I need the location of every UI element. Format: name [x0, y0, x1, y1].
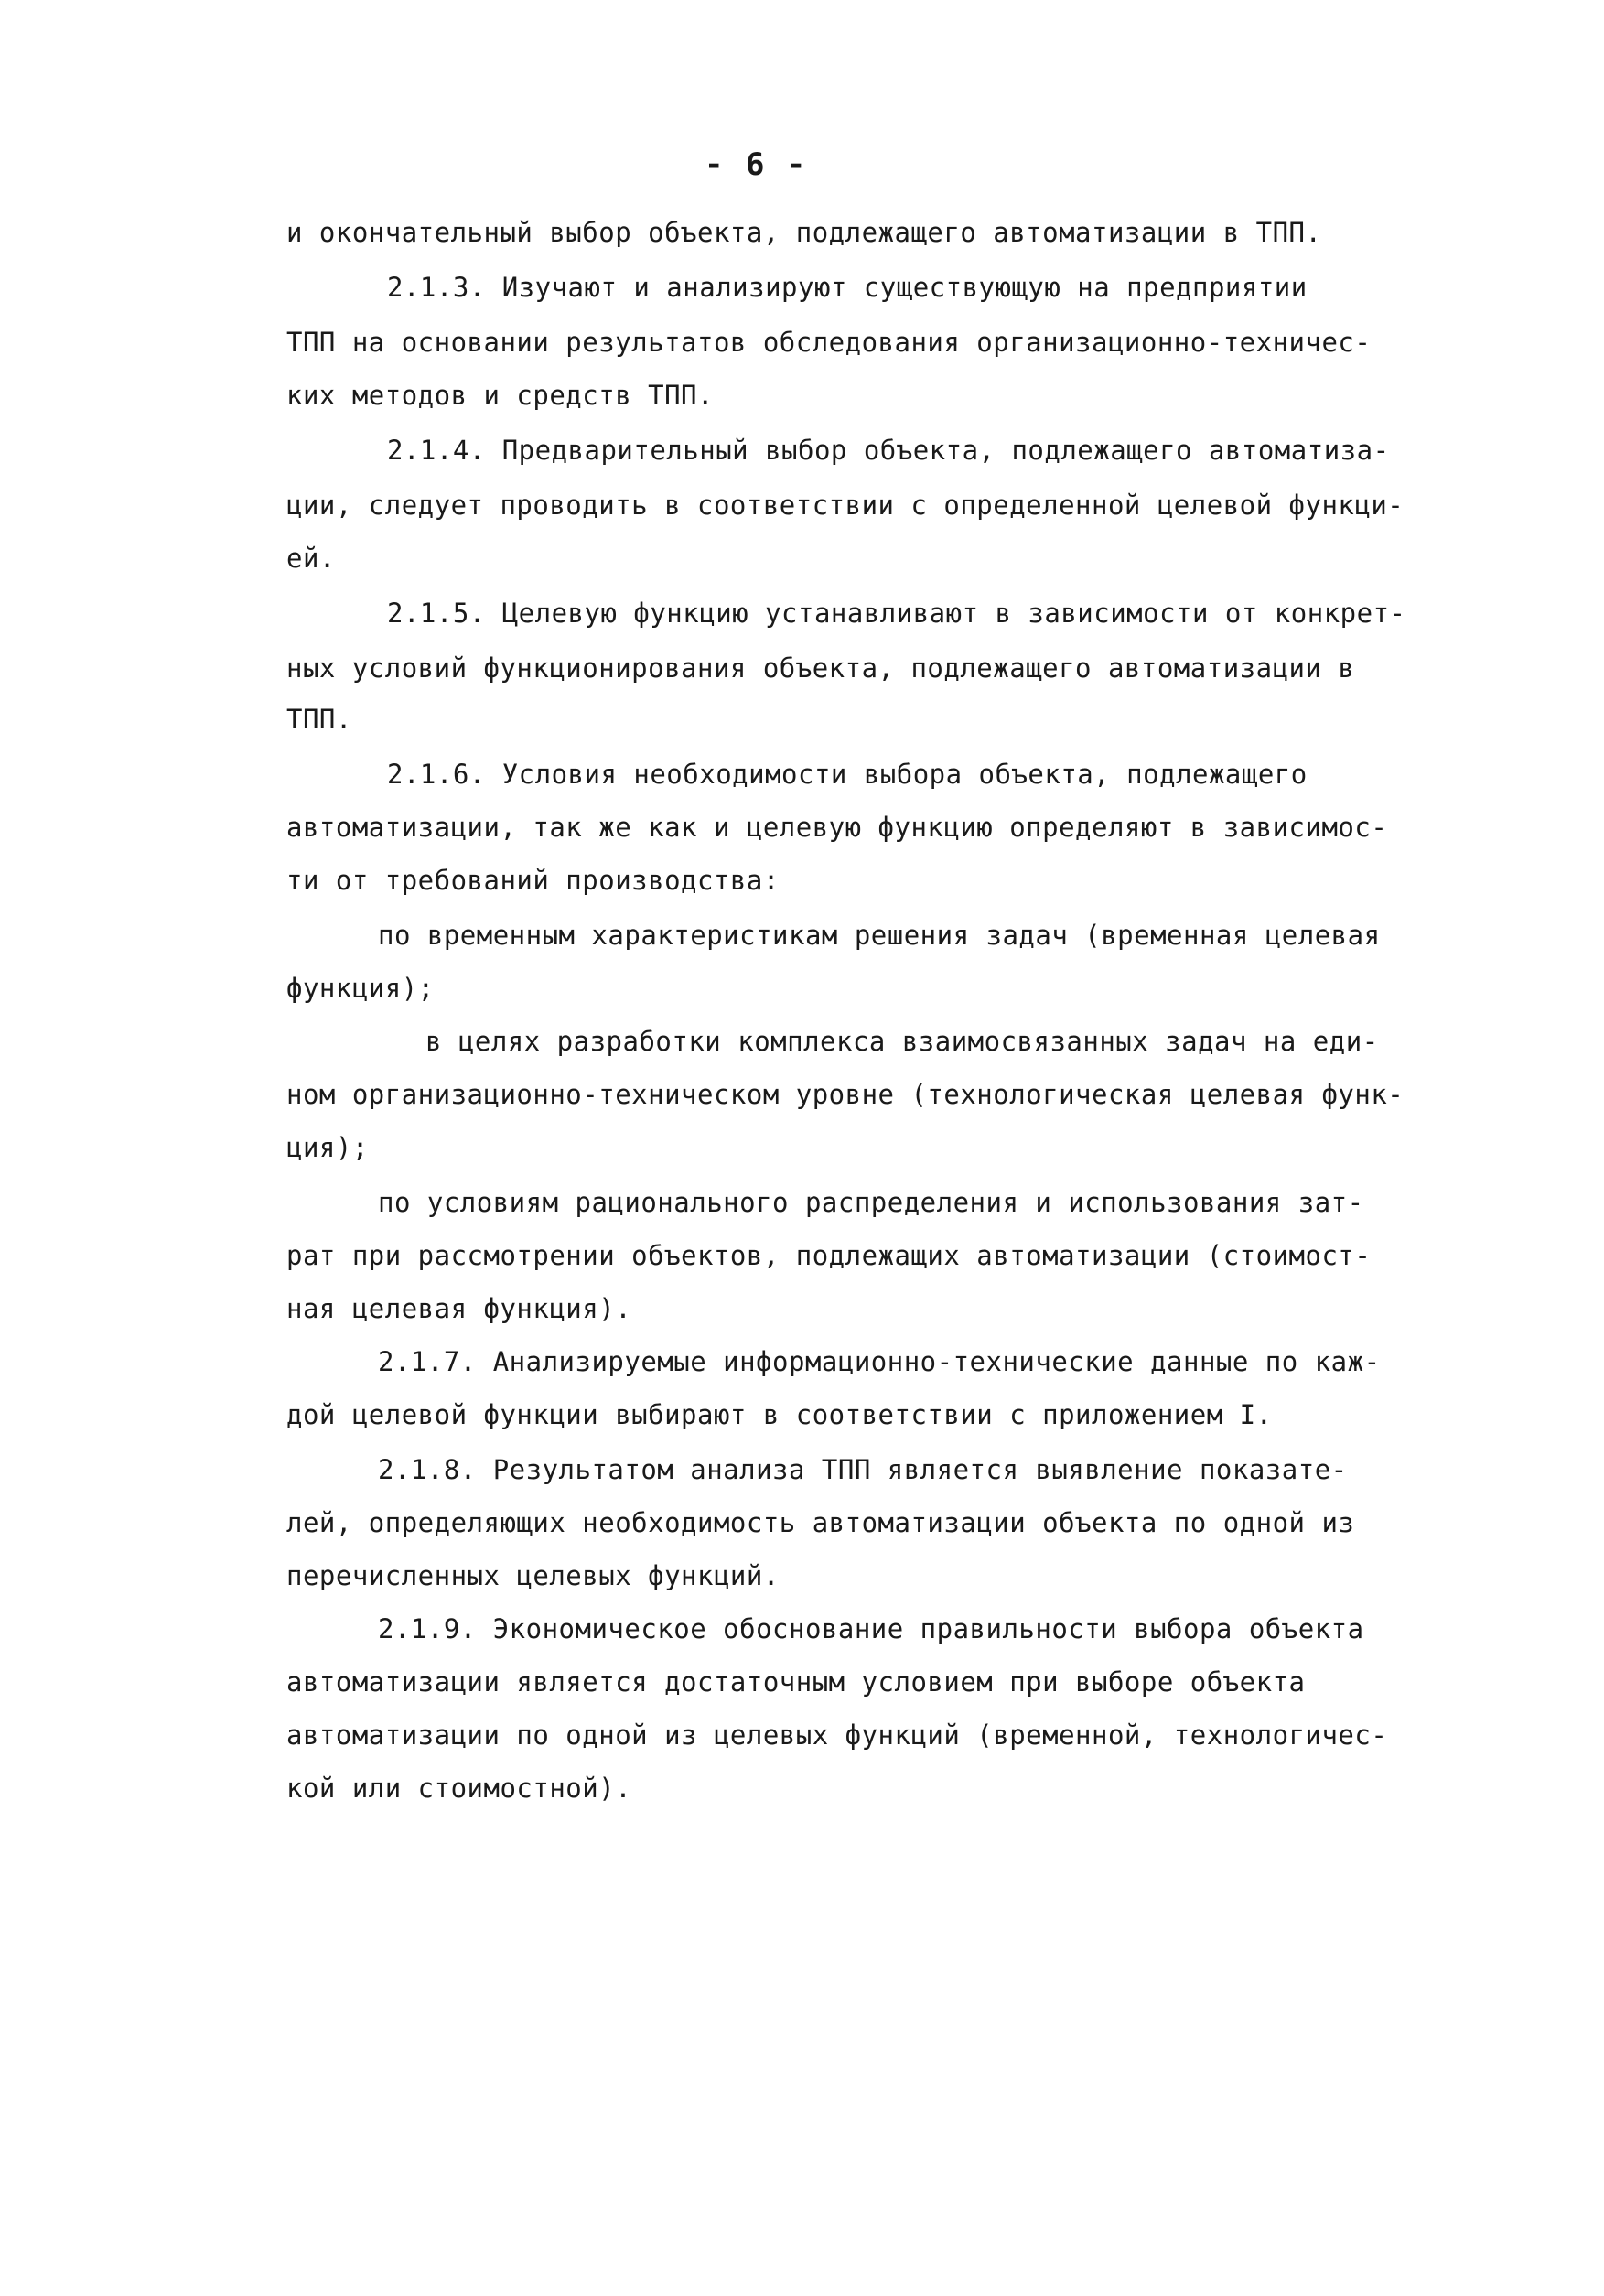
- text-line: кой или стоимостной).: [286, 1773, 632, 1804]
- text-line: 2.1.7. Анализируемые информационно-технические данные по каж-: [378, 1346, 1381, 1377]
- text-line: в целях разработки комплекса взаимосвязанных задач на еди-: [425, 1026, 1379, 1057]
- text-line: 2.1.9. Экономическое обоснование правильности выбора объекта: [378, 1613, 1364, 1644]
- text-line: автоматизации является достаточным условием при выборе объекта: [286, 1666, 1306, 1698]
- text-line: 2.1.6. Условия необходимости выбора объекта, подлежащего: [387, 759, 1308, 790]
- text-line: ей.: [286, 543, 336, 574]
- text-line: 2.1.5. Целевую функцию устанавливают в зависимости от конкрет-: [387, 598, 1406, 629]
- text-line: дой целевой функции выбирают в соответствии с приложением I.: [286, 1399, 1273, 1430]
- text-line: лей, определяющих необходимость автоматизации объекта по одной из: [286, 1507, 1355, 1538]
- text-line: автоматизации по одной из целевых функций (временной, технологичес-: [286, 1719, 1388, 1751]
- text-line: и окончательный выбор объекта, подлежащего автоматизации в ТПП.: [286, 217, 1322, 248]
- text-line: ция);: [286, 1132, 369, 1163]
- text-line: ких методов и средств ТПП.: [286, 380, 714, 411]
- text-line: перечисленных целевых функций.: [286, 1560, 780, 1591]
- text-line: ти от требований производства:: [286, 865, 780, 896]
- text-line: ном организационно-техническом уровне (технологическая целевая функ-: [286, 1079, 1405, 1110]
- text-line: функция);: [286, 973, 435, 1004]
- text-line: ТПП на основании результатов обследования организационно-техничес-: [286, 327, 1372, 358]
- text-line: 2.1.4. Предварительный выбор объекта, подлежащего автоматиза-: [387, 435, 1390, 466]
- text-line: по условиям рационального распределения и использования зат-: [378, 1187, 1364, 1218]
- text-line: рат при рассмотрении объектов, подлежащих автоматизации (стоимост-: [286, 1240, 1372, 1271]
- text-line: по временным характеристикам решения задач (временная целевая: [378, 920, 1381, 951]
- text-line: ная целевая функция).: [286, 1293, 632, 1324]
- page-number: - 6 -: [705, 146, 808, 183]
- text-line: ных условий функционирования объекта, подлежащего автоматизации в: [286, 652, 1355, 684]
- text-line: ТПП.: [286, 704, 352, 735]
- text-line: 2.1.3. Изучают и анализируют существующую на предприятии: [387, 272, 1308, 303]
- text-line: автоматизации, так же как и целевую функцию определяют в зависимос-: [286, 812, 1388, 843]
- text-line: 2.1.8. Результатом анализа ТПП является выявление показате-: [378, 1454, 1348, 1485]
- text-line: ции, следует проводить в соответствии с определенной целевой функци-: [286, 490, 1405, 521]
